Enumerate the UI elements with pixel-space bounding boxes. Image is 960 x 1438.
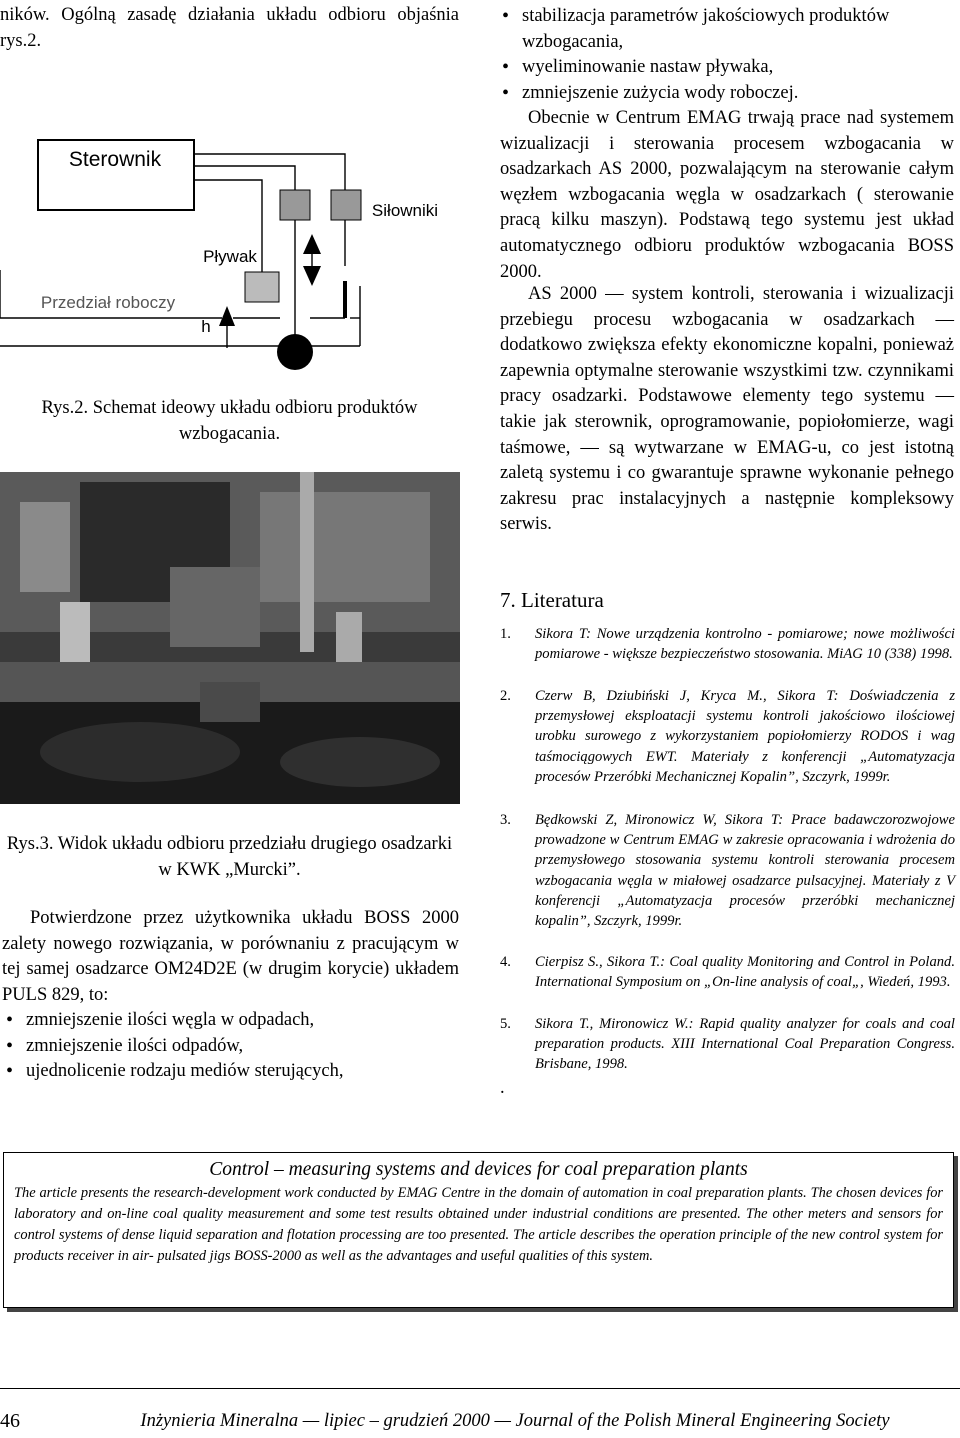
actuators-label: Siłowniki [371, 201, 439, 220]
right-bullet-list [500, 4, 955, 106]
reference-text: Sikora T: Nowe urządzenia kontrolno - pomiarowe; nowe możliwości pomiarowe - większe bezpieczeństwo stosowania. MiAG 10 (338) 1998. [535, 626, 955, 663]
list-item: • ujednolicenie rodzaju mediów sterujących, [4, 1059, 459, 1085]
reference-item [500, 952, 955, 992]
reference-number: 1. [500, 626, 511, 642]
discharge-ball [277, 334, 313, 370]
reference-item [500, 810, 955, 931]
list-item: • wyeliminowanie nastaw pływaka, [500, 55, 955, 81]
arrow-down-icon [303, 266, 321, 286]
trailing-dot: . [500, 1078, 505, 1098]
reference-number: 4. [500, 954, 511, 970]
footer-rule [0, 1388, 960, 1389]
list-item: • zmniejszenie ilości odpadów, [4, 1034, 459, 1060]
float-box [245, 272, 279, 302]
actuator-box-1 [280, 190, 310, 220]
abstract-body: The article presents the research-development work conducted by EMAG Centre in the domain of automation in coal preparation plants. The chosen devices for laboratory and on-line coal quality measurement and some test results obtained under industrial conditions are presented. The other meters and sensors for control systems of dense liquid separation and flotation processing are too presented. The article describes the operation principle of the new control system for products receiver in air- pulsated jigs BOSS-2000 as well as the advantages and useful qualities of this system. [14, 1185, 943, 1264]
list-item: • stabilizacja parametrów jakościowych produktów wzbogacania, [500, 4, 955, 55]
controller-label: Sterownik [68, 148, 162, 171]
right-paragraph-1: Obecnie w Centrum EMAG trwają prace nad systemem wizualizacji i sterowania procesem wzbogacania w osadzarkach AS 2000, pozwalającym na sterowanie całym węzłem wzbogacania węgla w osadzarkach ( sterowanie pracą kilku maszyn). Podstawą tego systemu jest układ automatycznego odbioru produktów wzbogacania BOSS 2000. [500, 108, 954, 282]
reference-number: 5. [500, 1016, 511, 1032]
left-bullet-list [4, 1008, 459, 1085]
arrow-up-icon [303, 234, 321, 254]
reference-item [500, 624, 955, 664]
float-label: Pływak [203, 247, 257, 266]
jig-control-diagram [0, 126, 460, 381]
reference-text: Sikora T., Mironowicz W.: Rapid quality analyzer for coals and coal preparation products. XIII International Coal Preparation Congress. Brisbane, 1998. [535, 1016, 955, 1073]
left-paragraph: Potwierdzone przez użytkownika układu BOSS 2000 zalety nowego rozwiązania, w porównaniu z pracującym w tej samej osadzarce OM24D2E (w drugim korycie) układem PULS 829, to: [2, 908, 459, 1005]
actuator-box-2 [331, 190, 361, 220]
list-item: • zmniejszenie zużycia wody roboczej. [500, 81, 955, 107]
fig3-caption: Rys.3. Widok układu odbioru przedziału drugiego osadzarki w KWK „Murcki”. [6, 834, 453, 880]
height-arrow-icon [219, 306, 235, 326]
reference-text: Czerw B, Dziubiński J, Kryca M., Sikora T: Doświadczenia z przemysłowej eksploatacji systemu kontroli jakościowo ilościowej urobku surowego z wykorzystaniem popiołomierzy RODOS i wag taśmociągowych EWT. Materiały z konferencji „Automatyzacja procesów Przeróbki Mechanicznej Kopalin”, Szczyrk, 1999r. [535, 688, 955, 785]
jig-photo [0, 472, 460, 804]
reference-text: Cierpisz S., Sikora T.: Coal quality Monitoring and Control in Poland. International Symposium on „On-line analysis of coal„, Wiedeń, 1993. [535, 954, 955, 991]
height-label: h [201, 317, 211, 336]
chamber-label: Przedział roboczy [40, 293, 176, 312]
reference-number: 3. [500, 812, 511, 828]
journal-title: Inżynieria Mineralna — lipiec – grudzień 2000 — Journal of the Polish Mineral Engineering Society [140, 1411, 890, 1431]
reference-number: 2. [500, 688, 511, 704]
reference-item [500, 1014, 955, 1075]
abstract-title: Control – measuring systems and devices for coal preparation plants [209, 1159, 748, 1180]
reference-item [500, 686, 955, 787]
fig2-caption: Rys.2. Schemat ideowy układu odbioru produktów wzbogacania. [41, 398, 418, 444]
section-heading: 7. Literatura [500, 588, 604, 612]
intro-text: ników. Ogólną zasadę działania układu odbioru objaśnia rys.2. [0, 5, 459, 51]
list-item: • zmniejszenie ilości węgla w odpadach, [4, 1008, 459, 1034]
reference-text: Będkowski Z, Mironowicz W, Sikora T: Prace badawczorozwojowe prowadzone w Centrum EMAG w zakresie opracowania i wdrożenia do przemysłowego stosowania systemu kontroli sterowania procesem wzbogacania węgla w miałowej osadzarce pulsacyjnej. Materiały z V konferencji „Automatyzacja procesów przeróbki mechanicznej kopalin”, Szczyrk, 1999r. [535, 812, 955, 930]
right-paragraph-2: AS 2000 — system kontroli, sterowania i wizualizacji przebiegu procesu wzbogacania w osadzarkach — dodatkowo zwiększa efekty ekonomiczne kopalni, ponieważ zapewnia optymalne sterowanie wszystkimi tzw. czynnikami pracy osadzarki. Podstawowe elementy tego systemu — takie jak sterownik, oprogramowanie, popiołomierze, wagi taśmowe, — są wytwarzane w EMAG-u, co jest istotną zaletą systemu i co gwarantuje sprawne wykonanie pełnego zakresu prac instalacyjnych a następnie kompleksowy serwis. [500, 284, 954, 535]
abstract-box [3, 1152, 954, 1308]
page-number: 46 [0, 1410, 20, 1432]
